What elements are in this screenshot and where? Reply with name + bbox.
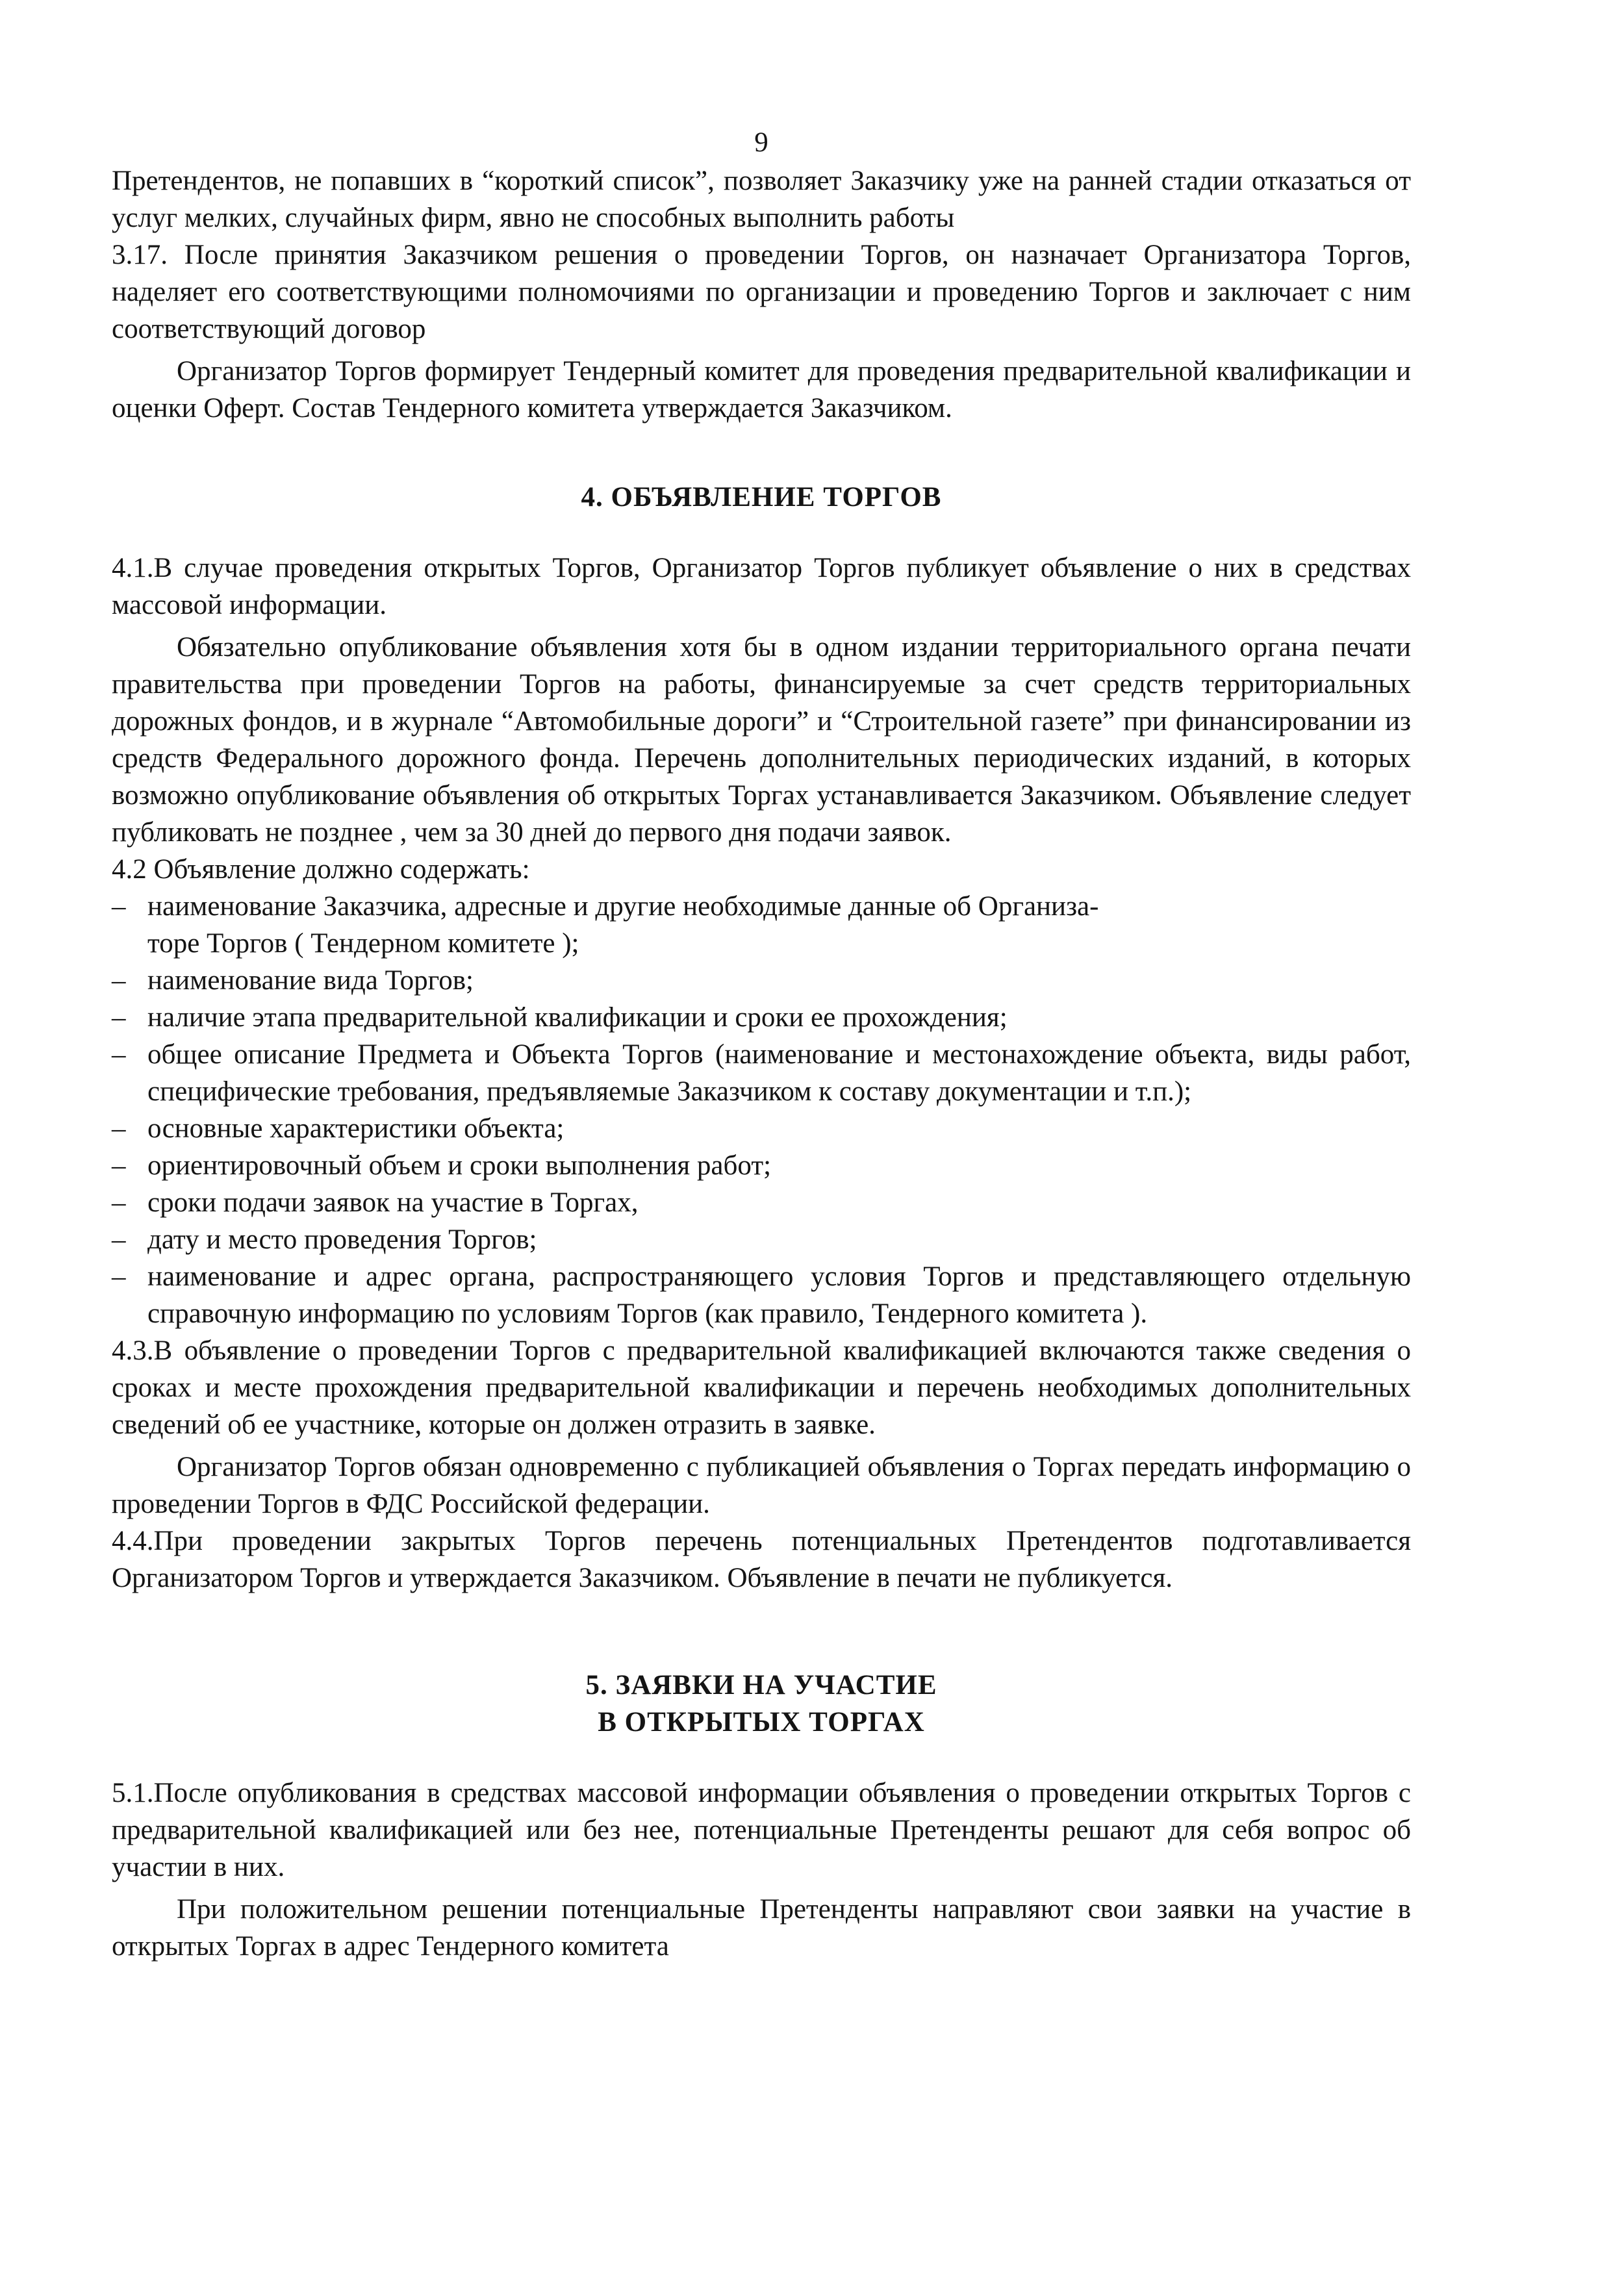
list-item-text: сроки подачи заявок на участие в Торгах, xyxy=(147,1187,639,1218)
list-item xyxy=(112,1036,1411,1110)
section-5-heading xyxy=(112,1667,1411,1741)
list-dash: – xyxy=(112,1224,126,1255)
list-dash: – xyxy=(112,1039,126,1070)
list-dash: – xyxy=(112,891,126,922)
paragraph-continuation: Претендентов, не попавших в “короткий список”, позволяет Заказчику уже на ранней стадии отказаться от услуг мелких, случайных фирм, явно не способных выполнить работы xyxy=(112,166,1411,233)
list-item-continuation: торе Торгов ( Тендерном комитете ); xyxy=(147,928,579,959)
section-5-title-line1: 5. ЗАЯВКИ НА УЧАСТИЕ xyxy=(585,1670,937,1700)
list-dash: – xyxy=(112,1187,126,1218)
list-dash: – xyxy=(112,1002,126,1033)
paragraph-5-1-applications: При положительном решении потенциальные Претенденты направляют свои заявки на участие в открытых Торгах в адрес Тендерного комитета xyxy=(112,1894,1411,1962)
announcement-contents-list xyxy=(112,888,1411,1332)
paragraph-4-1-publication: Обязательно опубликование объявления хотя бы в одном издании территориального органа печати правительства при проведении Торгов на работы, финансируемые за счет средств территориальных дорожных фондов, и в журнале “Автомобильные дороги” и “Строительной газете” при финансировании из средств Федерального дорожного фонда. Перечень дополнительных периодических изданий, в которых возможно опубликование объявления об открытых Торгах устанавливается Заказчиком. Объявление следует публиковать не позднее , чем за 30 дней до первого дня подачи заявок. xyxy=(112,632,1411,848)
list-item xyxy=(112,1221,1411,1258)
list-item-text: основные характеристики объекта; xyxy=(147,1113,565,1144)
paragraph-4-1: 4.1.В случае проведения открытых Торгов, Организатор Торгов публикует объявление о них в средствах массовой информации. xyxy=(112,553,1411,620)
list-item xyxy=(112,1110,1411,1147)
list-dash: – xyxy=(112,1113,126,1144)
list-item xyxy=(112,1184,1411,1221)
list-item-text: общее описание Предмета и Объекта Торгов (наименование и местонахождение объекта, виды работ, специфические требования, предъявляемые Заказчиком к составу документации и т.п.); xyxy=(147,1039,1411,1107)
list-dash: – xyxy=(112,1261,126,1292)
list-item xyxy=(112,962,1411,999)
list-dash: – xyxy=(112,965,126,996)
list-item-text: ориентировочный объем и сроки выполнения работ; xyxy=(147,1150,772,1181)
section-4-title: 4. ОБЪЯВЛЕНИЕ ТОРГОВ xyxy=(581,482,942,512)
list-item-text: дату и место проведения Торгов; xyxy=(147,1224,537,1255)
list-item xyxy=(112,999,1411,1036)
paragraph-5-1: 5.1.После опубликования в средствах массовой информации объявления о проведении открытых Торгов с предварительной квалификацией или без нее, потенциальные Претенденты решают для себя вопрос об участии в них. xyxy=(112,1778,1411,1882)
page-content xyxy=(112,127,1411,1965)
paragraph-4-4: 4.4.При проведении закрытых Торгов перечень потенциальных Претендентов подготавливается Организатором Торгов и утверждается Заказчиком. Объявление в печати не публикуется. xyxy=(112,1526,1411,1593)
list-dash: – xyxy=(112,1150,126,1181)
paragraph-4-2: 4.2 Объявление должно содержать: xyxy=(112,854,530,885)
list-item-text: наименование вида Торгов; xyxy=(147,965,474,996)
section-5-title-line2: В ОТКРЫТЫХ ТОРГАХ xyxy=(598,1707,925,1737)
list-item-text: наличие этапа предварительной квалификации и сроки ее прохождения; xyxy=(147,1002,1008,1033)
list-item-text: наименование и адрес органа, распространяющего условия Торгов и представляющего отдельную справочную информацию по условиям Торгов (как правило, Тендерного комитета ). xyxy=(147,1261,1411,1329)
page-number: 9 xyxy=(754,127,768,158)
paragraph-4-3-fds: Организатор Торгов обязан одновременно с публикацией объявления о Торгах передать информацию о проведении Торгов в ФДС Российской федерации. xyxy=(112,1452,1411,1519)
paragraph-tender-committee: Организатор Торгов формирует Тендерный комитет для проведения предварительной квалификации и оценки Оферт. Состав Тендерного комитета утверждается Заказчиком. xyxy=(112,356,1411,423)
list-item xyxy=(112,1258,1411,1332)
paragraph-4-3: 4.3.В объявление о проведении Торгов с предварительной квалификацией включаются также сведения о сроках и месте прохождения предварительной квалификации и перечень необходимых дополнительных сведений об ее участнике, которые он должен отразить в заявке. xyxy=(112,1335,1411,1440)
list-item xyxy=(112,888,1411,962)
list-item-text: наименование Заказчика, адресные и другие необходимые данные об Организа- xyxy=(147,891,1099,922)
list-item xyxy=(112,1147,1411,1184)
paragraph-3-17: 3.17. После принятия Заказчиком решения о проведении Торгов, он назначает Организатора Торгов, наделяет его соответствующими полномочиями по организации и проведению Торгов и заключает с ним соответствующий договор xyxy=(112,240,1411,344)
